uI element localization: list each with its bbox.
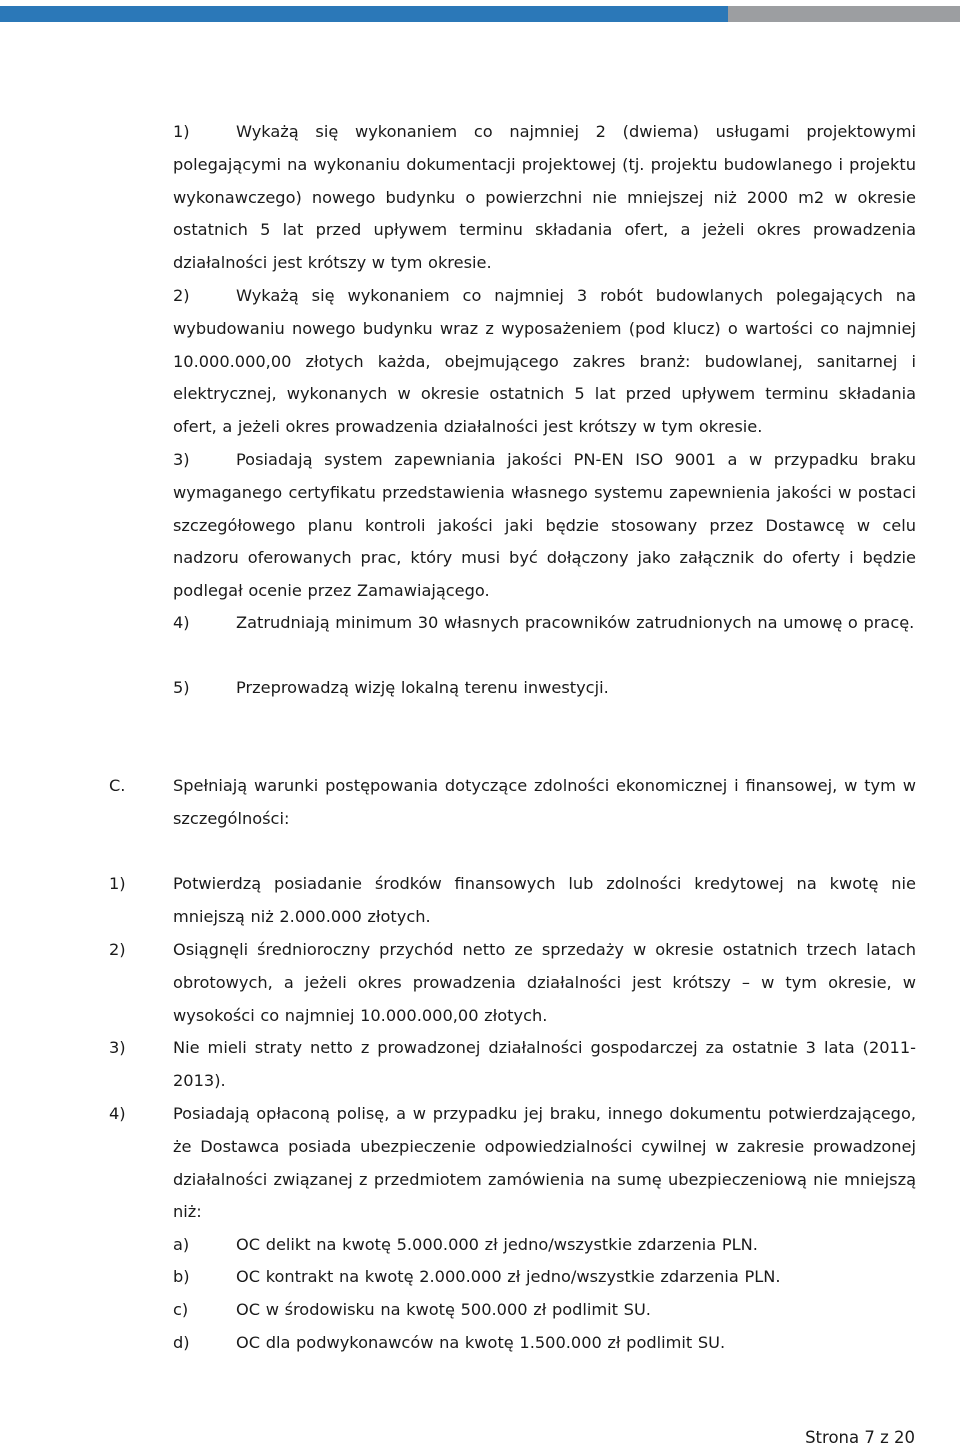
list-item — [109, 1098, 916, 1229]
section-text: Spełniają warunki postępowania dotyczące zdolności ekonomicznej i finansowej, w tym w szczególności: — [173, 776, 916, 828]
list-item-number: 2) — [173, 286, 190, 305]
list-item-number: 5) — [173, 678, 190, 697]
sublist-item — [173, 1327, 916, 1360]
sublist-item — [173, 1229, 916, 1262]
sublist-text: OC w środowisku na kwotę 500.000 zł podlimit SU. — [236, 1300, 651, 1319]
sublist-letter: c) — [173, 1300, 189, 1319]
list-item-text: Zatrudniają minimum 30 własnych pracowników zatrudnionych na umowę o pracę. — [236, 613, 915, 632]
list-item — [173, 280, 916, 444]
list-item-text: Nie mieli straty netto z prowadzonej działalności gospodarczej za ostatnie 3 lata (2011-2013). — [173, 1038, 916, 1090]
list-item-number: 4) — [109, 1104, 126, 1123]
header-bar-blue — [0, 6, 728, 22]
header-color-bar — [0, 6, 960, 22]
sublist-letter: d) — [173, 1333, 190, 1352]
list-item — [173, 116, 916, 280]
list-item — [173, 444, 916, 608]
list-item — [109, 868, 916, 934]
section-c-heading — [109, 770, 916, 836]
header-bar-gray — [728, 6, 960, 22]
sublist-text: OC dla podwykonawców na kwotę 1.500.000 zł podlimit SU. — [236, 1333, 726, 1352]
list-item — [109, 934, 916, 1032]
list-item-number: 1) — [109, 874, 126, 893]
list-item-number: 3) — [109, 1038, 126, 1057]
list-item-number: 4) — [173, 613, 190, 632]
sublist-item — [173, 1261, 916, 1294]
sublist-letter: b) — [173, 1267, 190, 1286]
list-item-number: 3) — [173, 450, 190, 469]
list-item-number: 1) — [173, 122, 190, 141]
list-item-text: Przeprowadzą wizję lokalną terenu inwestycji. — [236, 678, 609, 697]
section-letter: C. — [109, 776, 126, 795]
sublist-text: OC delikt na kwotę 5.000.000 zł jedno/wszystkie zdarzenia PLN. — [236, 1235, 758, 1254]
sublist-letter: a) — [173, 1235, 190, 1254]
list-item-text: Wykażą się wykonaniem co najmniej 3 robót budowlanych polegających na wybudowaniu nowego budynku wraz z wyposażeniem (pod klucz) o wartości co najmniej 10.000.000,00 złotych każda, obejmującego zakres branż: budowlanej, sanitarnej i elektrycznej, wykonanych w okresie ostatnich 5 lat przed upływem terminu składania ofert, a jeżeli okres prowadzenia działalności jest krótszy w tym okresie. — [173, 286, 916, 437]
list-item-text: Osiągnęli średnioroczny przychód netto ze sprzedaży w okresie ostatnich trzech latach obrotowych, a jeżeli okres prowadzenia działalności jest krótszy – w tym okresie, w wysokości co najmniej 10.000.000,00 złotych. — [173, 940, 916, 1025]
sublist-item — [173, 1294, 916, 1327]
page-number: Strona 7 z 20 — [805, 1428, 915, 1447]
list-item-text: Potwierdzą posiadanie środków finansowych lub zdolności kredytowej na kwotę nie mniejszą niż 2.000.000 złotych. — [173, 874, 916, 926]
list-item — [109, 1032, 916, 1098]
sublist-text: OC kontrakt na kwotę 2.000.000 zł jedno/wszystkie zdarzenia PLN. — [236, 1267, 781, 1286]
list-item-text: Posiadają system zapewniania jakości PN-EN ISO 9001 a w przypadku braku wymaganego certyfikatu przedstawienia własnego systemu zapewnienia jakości w postaci szczegółowego planu kontroli jakości jaki będzie stosowany przez Dostawcę w celu nadzoru oferowanych prac, który musi być dołączony jako załącznik do oferty i będzie podlegał ocenie przez Zamawiającego. — [173, 450, 916, 601]
list-item — [173, 607, 916, 640]
list-item-text: Posiadają opłaconą polisę, a w przypadku jej braku, innego dokumentu potwierdzającego, że Dostawca posiada ubezpieczenie odpowiedzialności cywilnej w zakresie prowadzonej działalności związanej z przedmiotem zamówienia na sumę ubezpieczeniową nie mniejszą niż: — [173, 1104, 916, 1222]
list-item-text: Wykażą się wykonaniem co najmniej 2 (dwiema) usługami projektowymi polegającymi na wykonaniu dokumentacji projektowej (tj. projektu budowlanego i projektu wykonawczego) nowego budynku o powierzchni nie mniejszej niż 2000 m2 w okresie ostatnich 5 lat przed upływem terminu składania ofert, a jeżeli okres prowadzenia działalności jest krótszy w tym okresie. — [173, 122, 916, 273]
list-item-number: 2) — [109, 940, 126, 959]
list-item — [173, 672, 916, 705]
